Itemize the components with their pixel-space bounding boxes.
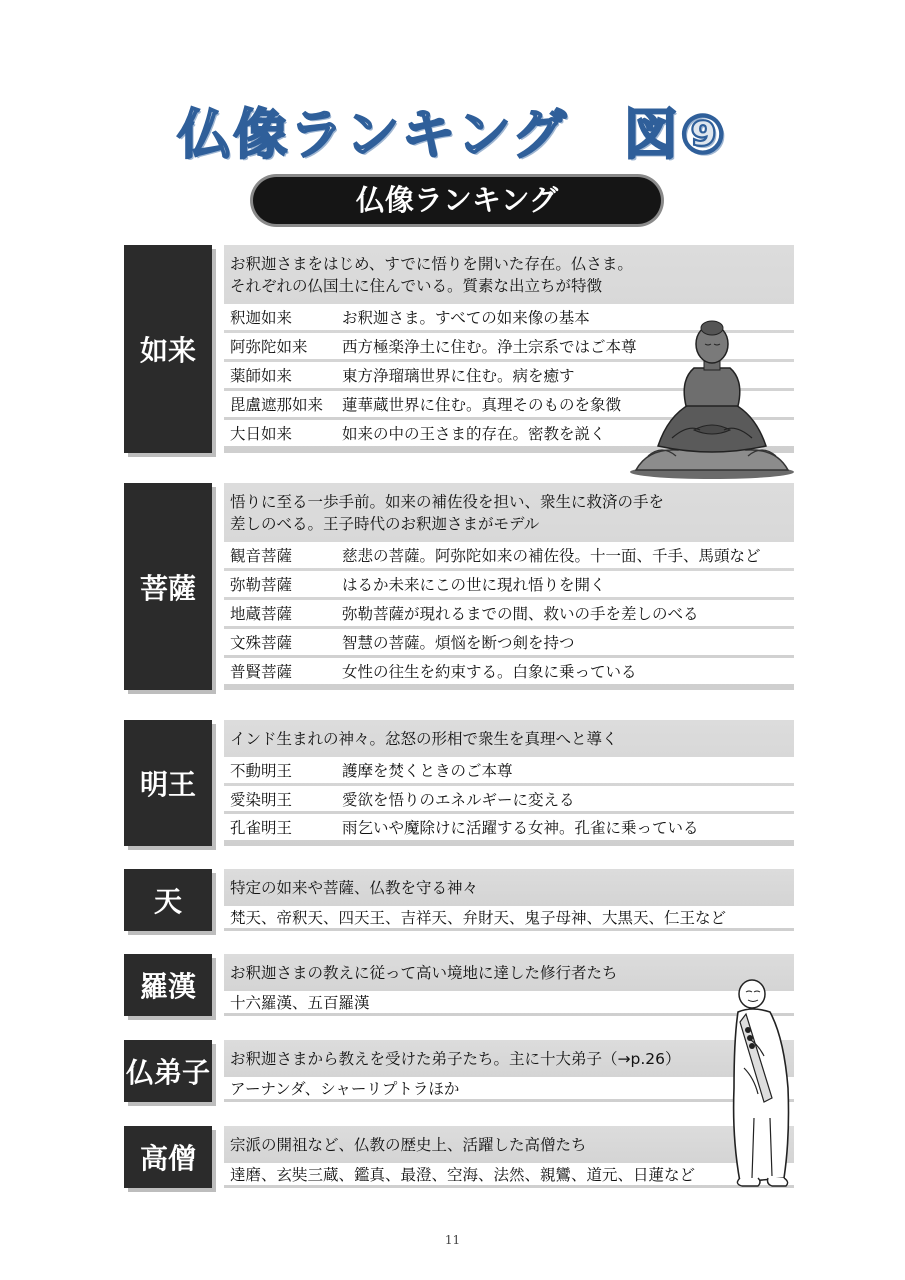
section-description: お釈迦さまから教えを受けた弟子たち。主に十大弟子（→p.26）	[230, 1050, 681, 1068]
list-item: 孔雀明王 雨乞いや魔除けに活躍する女神。孔雀に乗っている	[224, 814, 794, 840]
list-item: 釈迦如来 お釈迦さま。すべての如来像の基本	[224, 304, 794, 330]
section-ten	[124, 869, 794, 931]
list-item: 普賢菩薩 女性の往生を約束する。白象に乗っている	[224, 658, 794, 684]
section-description: インド生まれの神々。忿怒の形相で衆生を真理へと導く	[230, 730, 618, 748]
list-item: 毘盧遮那如来 蓮華蔵世界に住む。真理そのものを象徴	[224, 391, 794, 417]
banner-title: 仏像ランキング	[253, 177, 661, 224]
list-item: 梵天、帝釈天、四天王、吉祥天、弁財天、鬼子母神、大黒天、仁王など	[224, 906, 794, 928]
section-description: お釈迦さまをはじめ、すでに悟りを開いた存在。仏さま。 それぞれの仏国土に住んでいる。質素な出立ちが特徴	[230, 255, 633, 295]
list-item: 薬師如来 東方浄瑠璃世界に住む。病を癒す	[224, 362, 794, 388]
category-label: 高僧	[124, 1126, 212, 1188]
list-item: 十六羅漢、五百羅漢	[224, 991, 794, 1013]
category-label: 如来	[124, 245, 212, 453]
list-item: 達磨、玄奘三蔵、鑑真、最澄、空海、法然、親鸞、道元、日蓮など	[224, 1163, 794, 1185]
list-item: 地蔵菩薩 弥勒菩薩が現れるまでの間、救いの手を差しのべる	[224, 600, 794, 626]
list-item: 不動明王 護摩を焚くときのご本尊	[224, 757, 794, 783]
list-item: 文殊菩薩 智慧の菩薩。煩悩を断つ剣を持つ	[224, 629, 794, 655]
page-number: 11	[444, 1233, 461, 1247]
list-item: 弥勒菩薩 はるか未来にこの世に現れ悟りを開く	[224, 571, 794, 597]
section-koso	[124, 1126, 794, 1188]
list-item: 大日如来 如来の中の王さま的存在。密教を説く	[224, 420, 794, 446]
section-rakan	[124, 954, 794, 1016]
buddha-statue-illustration	[628, 320, 796, 480]
category-label: 明王	[124, 720, 212, 846]
monk-illustration	[724, 978, 800, 1190]
list-item: アーナンダ、シャーリプトラほか	[224, 1077, 794, 1099]
page-title: 仏像ランキング 図⑨	[177, 103, 728, 166]
category-label: 菩薩	[124, 483, 212, 690]
category-label: 羅漢	[124, 954, 212, 1016]
list-item: 愛染明王 愛欲を悟りのエネルギーに変える	[224, 786, 794, 812]
section-description: 悟りに至る一歩手前。如来の補佐役を担い、衆生に救済の手を 差しのべる。王子時代のお釈迦さまがモデル	[230, 493, 665, 533]
section-myoo	[124, 720, 794, 846]
list-item: 観音菩薩 慈悲の菩薩。阿弥陀如来の補佐役。十一面、千手、馬頭など	[224, 542, 794, 568]
category-label: 天	[124, 869, 212, 931]
section-description: 宗派の開祖など、仏教の歴史上、活躍した高僧たち	[230, 1136, 587, 1154]
section-description: お釈迦さまの教えに従って高い境地に達した修行者たち	[230, 964, 618, 982]
list-item: 阿弥陀如来 西方極楽浄土に住む。浄土宗系ではご本尊	[224, 333, 794, 359]
section-description: 特定の如来や菩薩、仏教を守る神々	[230, 879, 479, 897]
section-bosatsu	[124, 483, 794, 690]
section-butsudeshi	[124, 1040, 794, 1102]
category-label: 仏弟子	[124, 1040, 212, 1102]
